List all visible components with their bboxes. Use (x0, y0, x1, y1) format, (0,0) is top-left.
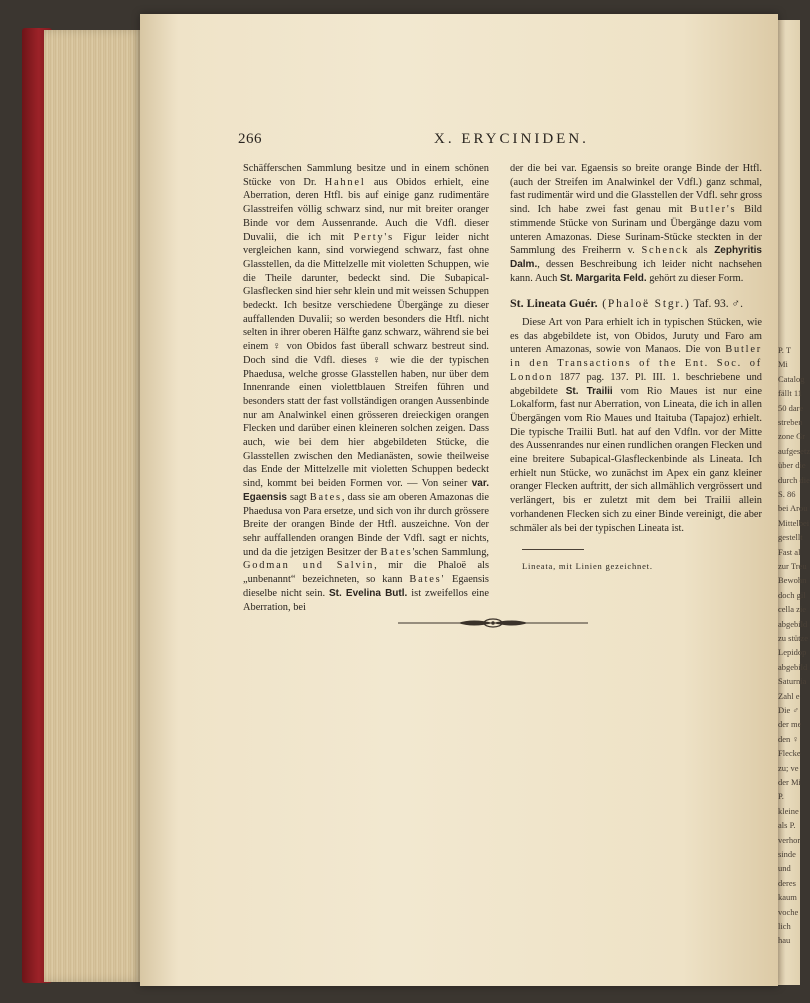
facing-page-text: Die ♂ (778, 705, 799, 715)
facing-page-text: cella zie (778, 604, 807, 615)
separator-rule (522, 549, 584, 550)
facing-page-text: Mittelbei (778, 517, 810, 528)
facing-page-text: P. T (778, 345, 792, 355)
facing-page-text: den ♀ (778, 733, 799, 744)
facing-page-text: zu stütze (778, 633, 808, 643)
facing-page-text: Mi (778, 359, 788, 370)
facing-page-text: S. 86 (778, 489, 796, 499)
facing-page-text: hau (778, 935, 791, 946)
facing-page-text: durch die (778, 474, 810, 485)
facing-page-text: zu; ve (778, 762, 799, 773)
right-paragraph-1: der die bei var. Egaensis so breite orange Binde der Htfl. (auch der Streifen im Analwinkel der Vdfl.) ganz schmal, fast rudimentär wird und die Glasstellen der Vdfl. sehr gross sind. Ich habe zwei fast genau mit Butler's Bild stimmende Stücke von Surinam und Übergänge dazu vom unteren Amazonas. Diese Surinam-Stücke steckten in der Sammlung des Freiherrn v. Schenck als Zephyritis Dalm., dessen Beschreibung ich leider nicht nachsehen kann. Auch St. Margarita Feld. gehört zu dieser Form. (510, 163, 762, 284)
facing-page-text: abgebild (778, 618, 808, 629)
facing-page-text: Zahl e (778, 690, 800, 701)
facing-page-text: lich (778, 921, 791, 931)
facing-page-text: deres (778, 877, 796, 888)
left-column (243, 162, 489, 614)
page-number: 266 (238, 131, 262, 147)
facing-page-text: der me (778, 719, 802, 730)
figure-caption: Lineata, mit Linien gezeichnet. (522, 561, 653, 572)
facing-page-text: aufgesetz (778, 445, 810, 456)
facing-page-text: bei Arou (778, 503, 808, 514)
species-heading: St. Lineata Guér. (Phaloë Stgr.) Taf. 93. ♂. (510, 296, 744, 311)
facing-page-text: abgebild (778, 661, 808, 672)
facing-page-text: kleine (778, 805, 799, 816)
facing-page-text: Saturnia (778, 676, 807, 687)
facing-page-text: fällt 11 (778, 388, 802, 399)
facing-page-text: gestellt (778, 532, 803, 543)
facing-page-text: P. (778, 791, 784, 802)
facing-page-text: der Mi (778, 777, 801, 787)
facing-page-text: Fast al (778, 546, 801, 557)
facing-page-text: kaum (778, 892, 797, 903)
facing-page-text: sinde (778, 849, 796, 859)
facing-page-text: und (778, 863, 791, 874)
facing-page-text: Bewohn (778, 575, 807, 586)
book-page-edges (44, 30, 144, 982)
facing-page-text: Flecke (778, 748, 801, 759)
ornament-divider (398, 617, 588, 629)
left-paragraph: Schäfferschen Sammlung besitze und in einem schönen Stücke von Dr. Hahnel aus Obidos erhielt, eine Aberration, deren Htfl. bis auf einige ganz rudimentäre Glasstreifen völlig schwarz sind, nur mit breiter oranger Binde vor dem Aussenrande. Auch die Vdfl. dieser Duvalii, die ich mit Perty's Figur leider nicht vergleichen kann, sind vorwiegend schwarz, fast ohne Glasstellen, da die Mittelzelle mit violetten Schuppen, wie die Theile darunter, bedeckt sind. Die Subapical-Glasflecken sind hier sehr klein und mit weissen Schuppen bedeckt. Ich besitze verschiedene Übergänge zu dieser auffallenden Duvalii; so werden besonders die Htfl. nicht selten in ihrer oberen Hälfte ganz schwarz, während sie bei einem ♀ von Obidos fast überall schwarz bestreut sind. Doch sind die Vdfl. dieses ♀ wie die der typischen Phaedusa, welche grosse Glasstellen haben, nur über dem Innenrande einen violettblauen Streifen führen und besonders statt der fast vollständigen orangen Aussenbinde nur am Analwinkel einen grösseren dreieckigen orangen Flecken und darüber einen kleineren solchen zeigen. Dass auch, wie bei dem hier abgebildeten Stücke, die Glasstellen zwischen den Medianästen, sowie theilweise das Ende der Mittelzelle mit violetten Schuppen bedeckt sind, kommt bei beiden Formen vor. — Von seiner var. Egaensis sagt Bates, dass sie am oberen Amazonas die Phaedusa von Para ersetze, und sich von ihr durch grössere Breite der orangen Binde der Htfl. auszeichne. Von der sehr auffallenden orangen Binde der Vdfl. sagt er nichts, und da die jetzigen Besitzer der Bates'schen Sammlung, Godman und Salvin, mir die Phaloë als „unbenannt“ bezeichneten, so kann Bates' Egaensis dieselbe nicht sein. St. Evelina Butl. ist zweifellos eine Aberration, bei (243, 163, 490, 613)
running-head: X. ERYCINIDEN. (434, 131, 589, 147)
facing-page-text: verhor (778, 834, 801, 845)
facing-page-text: doch gil (778, 589, 806, 600)
facing-page-text: Catalog (778, 373, 805, 384)
facing-page-text: über die (778, 460, 806, 471)
facing-page-text: als P. (778, 820, 796, 831)
right-column (510, 162, 762, 574)
right-paragraph-2: Diese Art von Para erhielt ich in typischen Stücken, wie es das abgebildete ist, von Obidos, Juruty und Faro am unteren Amazonas, sowie von Manaos. Die von Butler in den Transactions of the Ent. Soc. of London 1877 pag. 137. Pl. III. 1. beschriebene und abgebildete St. Trailii vom Rio Maues ist nur eine Lokalform, fast nur Aberration, von Lineata, die ich in allen Übergängen vom Rio Maues und Itaituba (Tapajoz) erhielt. Die typische Trailii Butl. hat auf den Vdfln. vor der Mitte des Aussenrandes nur einen rundlichen orangen Flecken und eine breitere Subapical-Glasfleckenbinde als Lineata. Ich erhielt nun Stücke, wo zunächst im Apex ein ganz kleiner oranger Flecken auftritt, der sich allmählich vergrössert und verlängert, bis er zuletzt mit dem bei Trailii allein vorhandenen Flecken sich zu einer Binde vereinigt, die aber schmäler als bei der typischen Lineata ist. (510, 317, 762, 534)
page-header (238, 131, 748, 151)
facing-page-fragment (776, 20, 810, 985)
facing-page-text: zur Treu (778, 561, 807, 571)
facing-page-text: zone Gr (778, 431, 806, 442)
facing-page-text: 50 dare (778, 402, 804, 413)
facing-page-text: streben (778, 417, 803, 427)
facing-page-text: Lepidop (778, 647, 807, 658)
facing-page-text: voche (778, 906, 799, 917)
